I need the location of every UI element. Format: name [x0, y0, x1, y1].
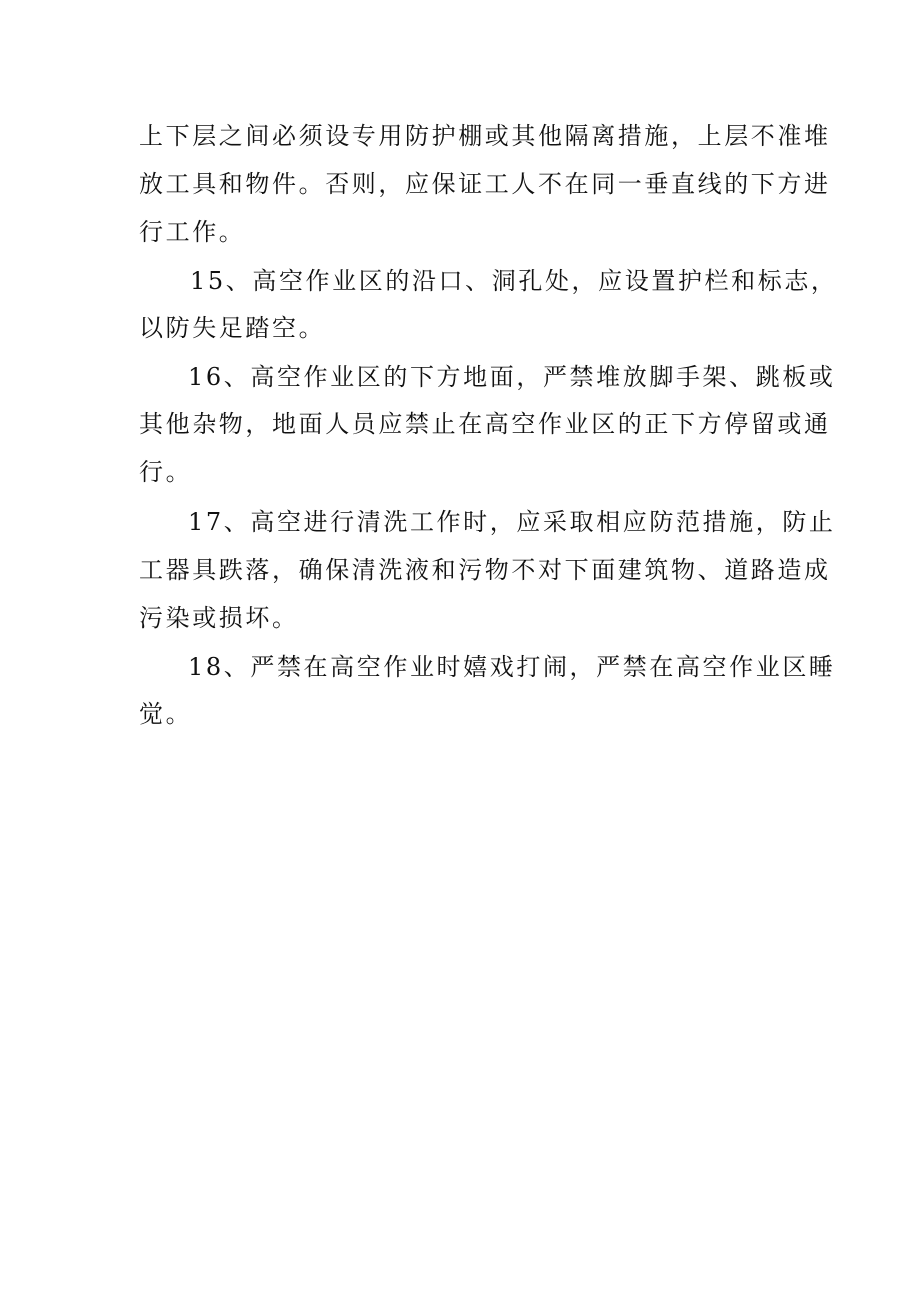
item-18-line: 18、严禁在高空作业时嬉戏打闹，严禁在高空作业区睡 — [188, 653, 836, 681]
item-16-line: 16、高空作业区的下方地面，严禁堆放脚手架、跳板或 — [188, 363, 836, 391]
paragraph-line: 工器具跌落，确保清洗液和污物不对下面建筑物、道路造成 — [139, 556, 831, 584]
paragraph-line: 行工作。 — [139, 218, 246, 246]
paragraph-line: 以防失足踏空。 — [139, 314, 326, 342]
item-17-line: 17、高空进行清洗工作时，应采取相应防范措施，防止 — [188, 508, 836, 536]
paragraph-line: 觉。 — [139, 700, 193, 728]
paragraph-line: 污染或损坏。 — [139, 604, 299, 632]
paragraph-line: 其他杂物，地面人员应禁止在高空作业区的正下方停留或通 — [139, 410, 831, 438]
item-15-line: 15、高空作业区的沿口、洞孔处，应设置护栏和标志， — [190, 267, 838, 295]
paragraph-line: 上下层之间必须设专用防护棚或其他隔离措施，上层不准堆 — [139, 122, 831, 150]
paragraph-line: 行。 — [139, 458, 193, 486]
paragraph-line: 放工具和物件。否则，应保证工人不在同一垂直线的下方进 — [139, 170, 831, 198]
